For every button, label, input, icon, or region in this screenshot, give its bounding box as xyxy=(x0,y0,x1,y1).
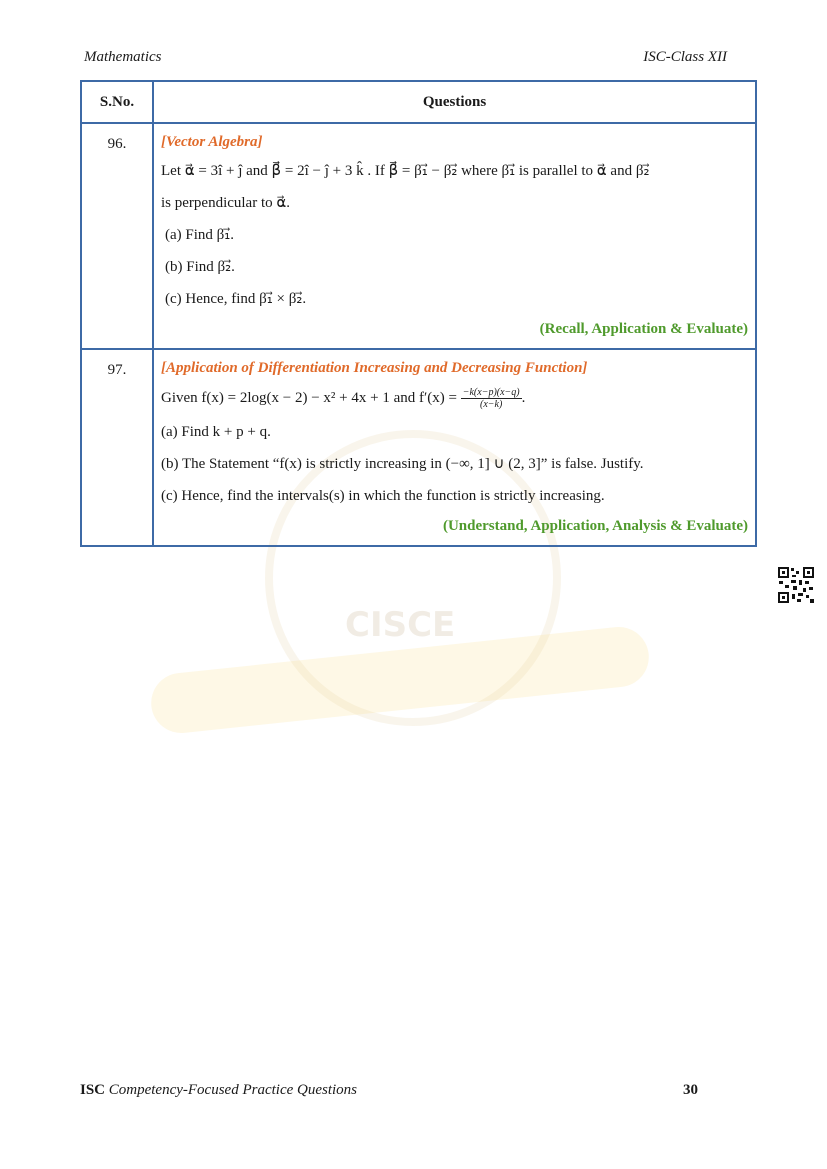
fraction-numerator: −k(x−p)(x−q) xyxy=(462,387,520,398)
header-subject: Mathematics xyxy=(84,49,162,65)
question-number: 96. xyxy=(81,123,153,349)
question-topic: [Vector Algebra] xyxy=(161,134,263,150)
question-text: Let α⃗ = 3î + ĵ and β⃗ = 2î − ĵ + 3 k̂ . If β⃗ = β₁⃗ − β₂⃗ where β₁⃗ is parallel to α⃗ and β₂⃗ xyxy=(161,163,650,179)
table-header-row xyxy=(81,81,756,123)
table-row xyxy=(81,349,756,546)
footer-title xyxy=(80,1082,357,1099)
question-part: (c) Hence, find β₁⃗ × β₂⃗. xyxy=(165,291,307,307)
question-text: is perpendicular to α⃗. xyxy=(161,195,291,211)
table-row xyxy=(81,123,756,349)
col-header-questions: Questions xyxy=(153,81,756,123)
questions-table xyxy=(80,80,757,547)
footer-subtitle: Competency-Focused Practice Questions xyxy=(108,1082,358,1098)
footer-brand: ISC xyxy=(80,1082,106,1098)
question-topic: [Application of Differentiation Increasing and Decreasing Function] xyxy=(161,360,588,376)
qr-code-icon[interactable] xyxy=(777,566,815,604)
competency-tag: (Recall, Application & Evaluate) xyxy=(539,321,748,337)
header-class: ISC-Class XII xyxy=(643,49,727,65)
question-part: (a) Find β₁⃗. xyxy=(165,227,235,243)
question-part: (a) Find k + p + q. xyxy=(161,424,271,440)
given-text: Given f(x) = 2log(x − 2) − x² + 4x + 1 and f′(x) = xyxy=(161,389,457,406)
page-number: 30 xyxy=(683,1082,698,1098)
question-body xyxy=(153,123,756,349)
question-body xyxy=(153,349,756,546)
derivative-fraction xyxy=(461,387,522,410)
competency-tag: (Understand, Application, Analysis & Evaluate) xyxy=(442,518,748,534)
question-given: Given f(x) = 2log(x − 2) − x² + 4x + 1 and f′(x) = $\frac{-k(x-p)(x-q)}{(x-k)}$ . xyxy=(161,387,526,410)
question-part: (b) Find β₂⃗. xyxy=(165,259,235,275)
question-number: 97. xyxy=(81,349,153,546)
question-part: (c) Hence, find the intervals(s) in which the function is strictly increasing. xyxy=(161,488,605,504)
fraction-denominator: (x−k) xyxy=(480,399,503,410)
col-header-sno: S.No. xyxy=(81,81,153,123)
question-part: (b) The Statement “f(x) is strictly increasing in (−∞, 1] ∪ (2, 3]” is false. Justify. xyxy=(161,456,644,472)
watermark-text: CISCE xyxy=(345,605,456,645)
